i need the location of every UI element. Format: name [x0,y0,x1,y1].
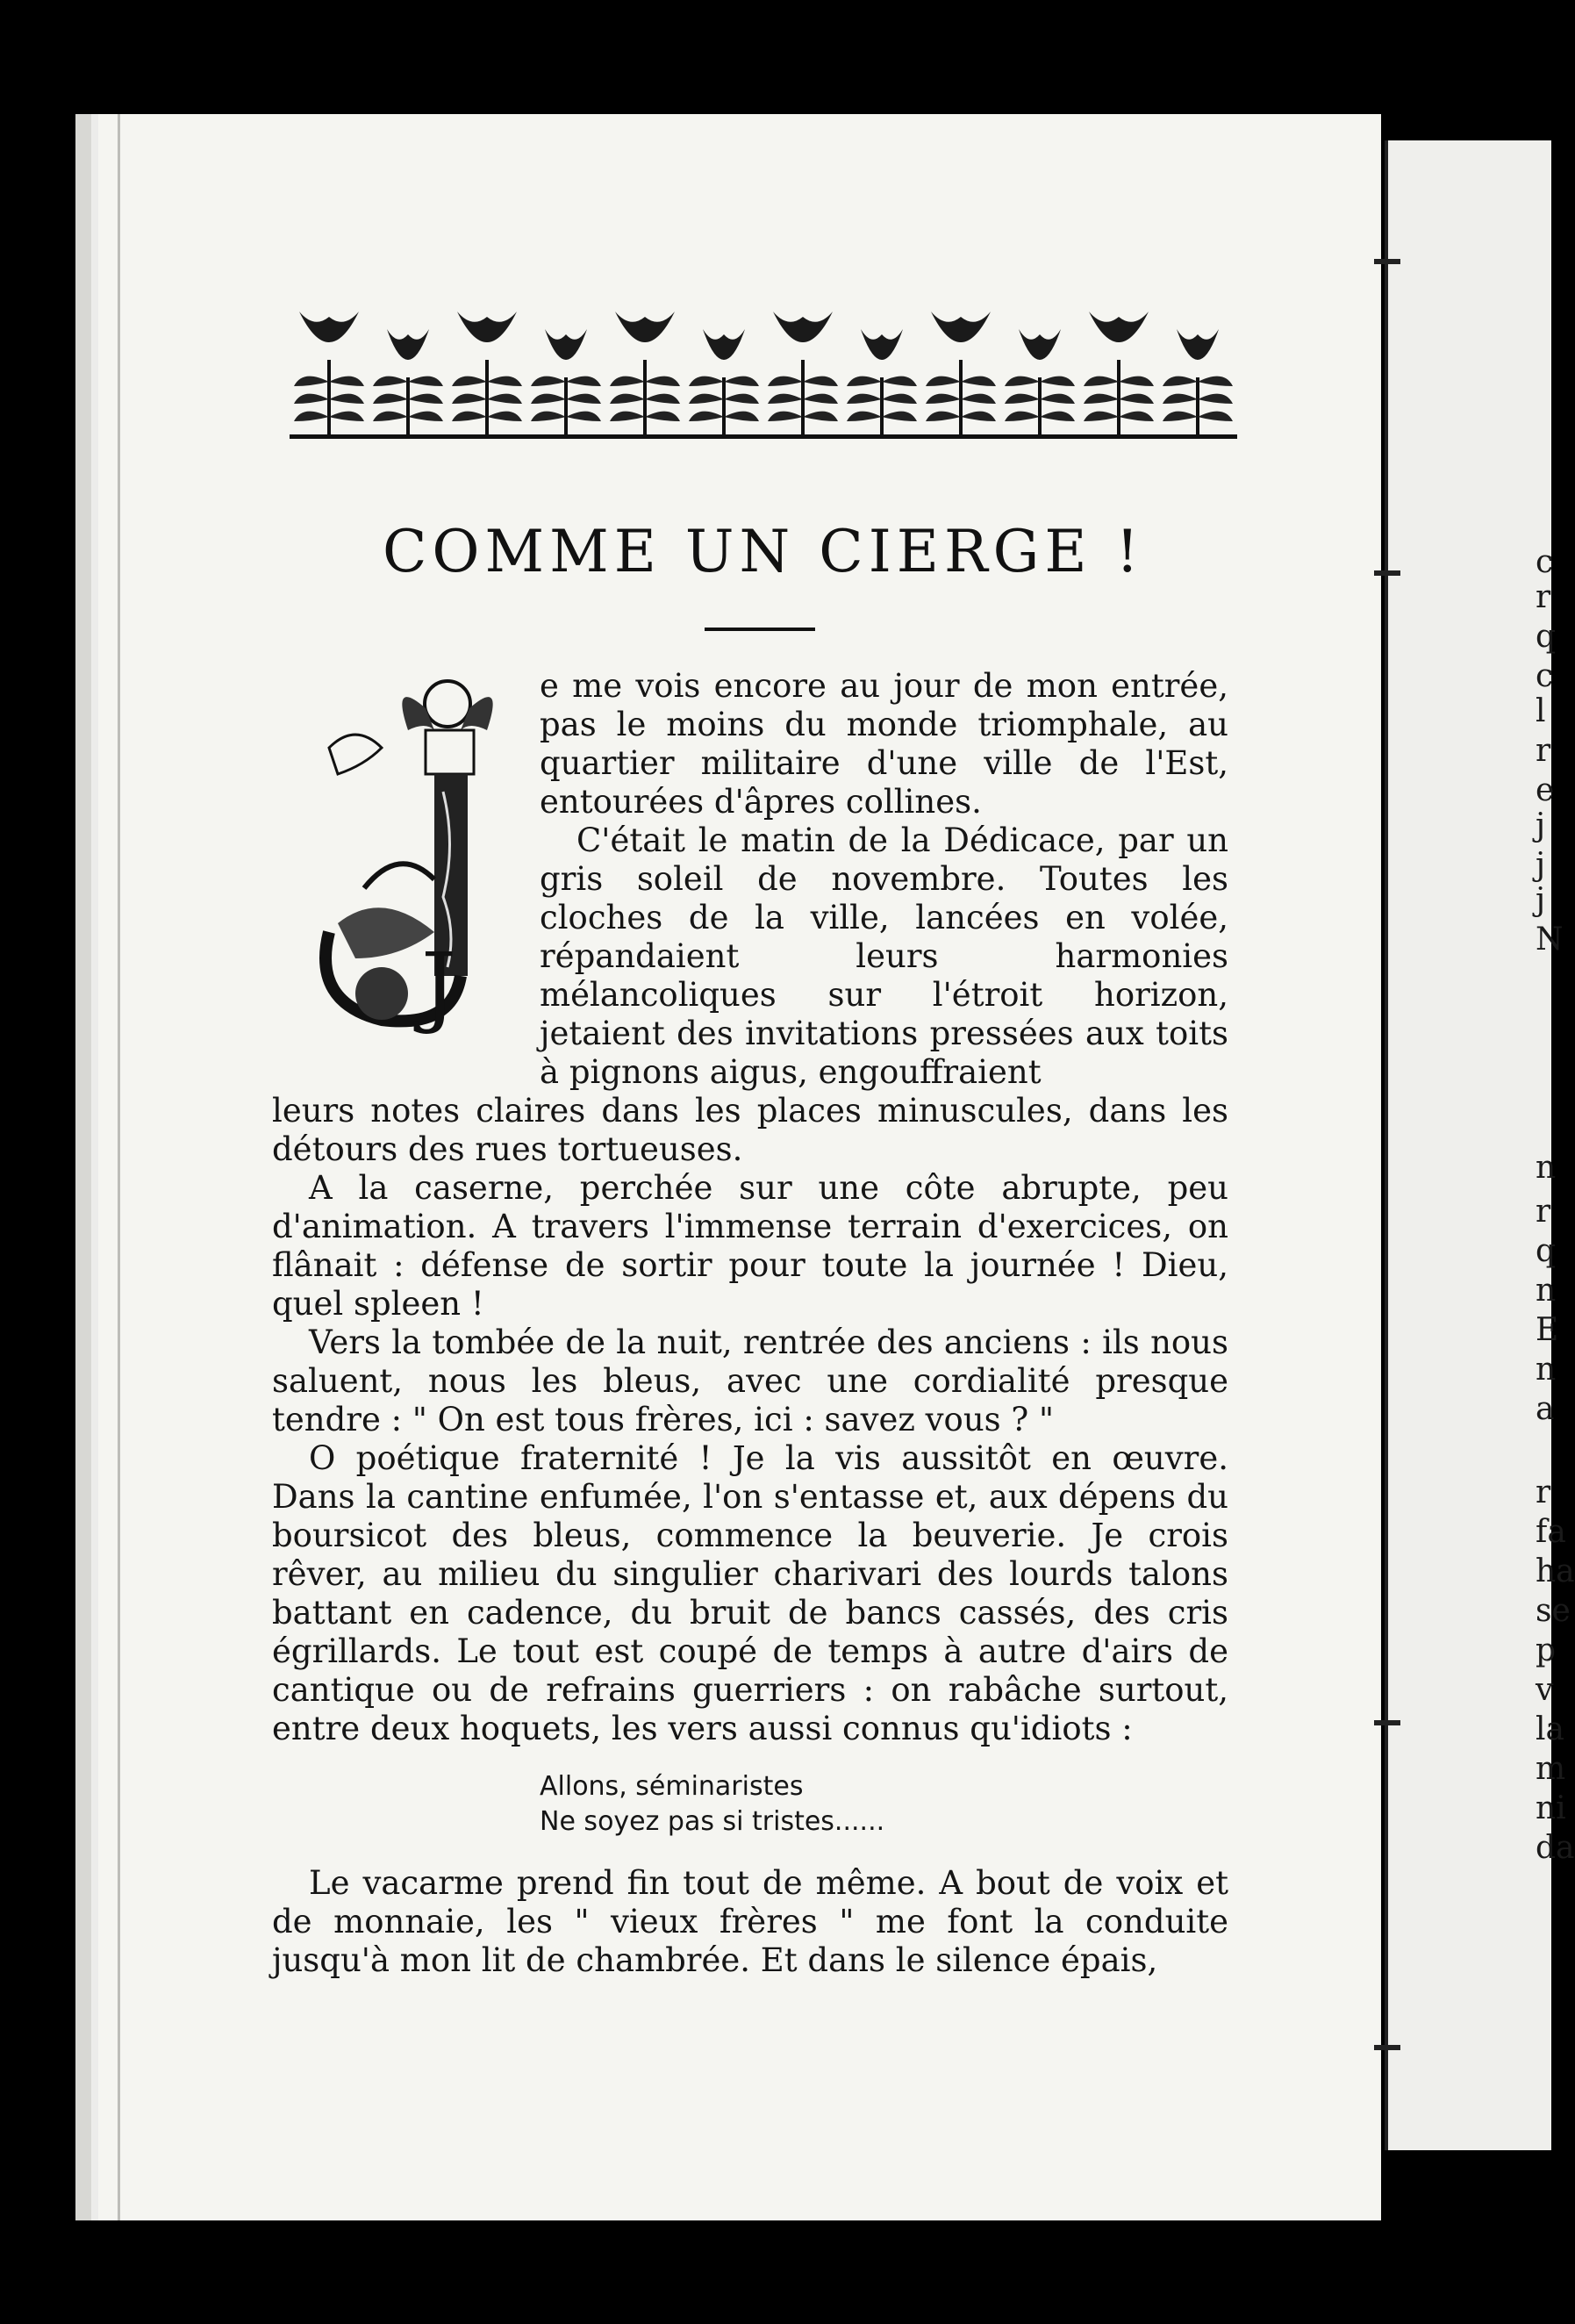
paragraph: O poétique fraternité ! Je la vis aussitôt en œuvre. Dans la cantine enfumée, l'on s'entasse et, aux dépens du boursicot des bleus, commence la beuverie. Je crois rêver, au milieu du singulier charivari des lourds talons battant en cadence, du bruit de bancs cassés, des cris égrillards. Le tout est coupé de temps à autre d'airs de cantique ou de refrains guerriers : on rabâche surtout, entre deux hoquets, les vers aussi connus qu'idiots : [272,1439,1228,1747]
right-page-letter: n [1536,1150,1557,1186]
binding-stitch [1374,570,1400,576]
right-page-letter: da [1536,1830,1575,1866]
right-page-letter: l [1536,693,1546,729]
flower-motif [452,312,522,434]
right-page-letter: n [1536,1273,1557,1309]
body-text [272,667,1228,1980]
verse-line: Ne soyez pas si tristes...... [540,1806,885,1837]
flower-motif [1163,329,1233,434]
flower-motif [373,329,443,434]
right-page-letter: la [1536,1711,1564,1747]
flower-motif [847,329,917,434]
right-page-letter: N [1536,922,1564,958]
paragraph: A la caserne, perchée sur une côte abrupte, peu d'animation. A travers l'immense terrain d'exercices, on flânait : défense de sortir pour toute la journée ! Dieu, quel spleen ! [272,1169,1228,1323]
right-page-letter: ha [1536,1553,1575,1589]
paragraph: Le vacarme prend fin tout de même. A bout de voix et de monnaie, les " vieux frères " me font la conduite jusqu'à mon lit de chambrée. Et dans le silence épais, [272,1864,1228,1979]
right-page-fragment [1386,140,1575,2150]
chapter-title: COMME UN CIERGE ! [382,518,1145,585]
right-page-letter: e [1536,772,1555,808]
book-binding [1385,140,1388,2150]
flower-motif [610,312,680,434]
floral-ornament-band [290,303,1237,452]
right-page-letter: ni [1536,1790,1566,1826]
paragraph: e me vois encore au jour de mon entrée, pas le moins du monde triomphale, au quartier militaire d'une ville de l'Est, entourées d'âpres collines. [540,667,1228,821]
verse-line: Allons, séminaristes [540,1771,804,1802]
right-page-letter: r [1536,579,1551,615]
right-page-letter: a [1536,1391,1555,1427]
right-page-letter: E [1536,1312,1559,1348]
flower-motif [768,312,838,434]
right-page-letter: q [1536,1233,1557,1269]
right-page-letter: j [1536,847,1546,883]
paragraph: Vers la tombée de la nuit, rentrée des anciens : ils nous saluent, nous les bleus, avec une cordialité presque tendre : " On est tous frères, ici : savez vous ? " [272,1323,1228,1438]
paragraph: C'était le matin de la Dédicace, par un gris soleil de novembre. Toutes les cloches de la ville, lancées en volée, répandaient leurs harmonies mélancoliques sur l'étroit horizon, jetaient des invitations pressées aux toits à pignons aigus, engouffraient [540,821,1228,1091]
right-page-letter: c [1536,658,1554,694]
right-page-letter: n [1536,1352,1557,1388]
flower-motif [689,329,759,434]
flower-motif [1084,312,1154,434]
title-rule [705,628,815,631]
flower-motif [531,329,601,434]
initial-letter: J [421,934,457,1036]
flower-motif [1005,329,1075,434]
paragraph-continuation: leurs notes claires dans les places minuscules, dans les détours des rues tortueuses. [272,1092,1228,1168]
flower-motif [294,312,364,434]
right-page-letter: m [1536,1751,1566,1787]
right-page-letter: r [1536,1474,1551,1510]
right-page-letter: se [1536,1593,1571,1629]
right-page-letter: j [1536,807,1546,843]
right-page-letter: r [1536,1194,1551,1230]
right-page-letter: j [1536,882,1546,918]
binding-stitch [1374,259,1400,264]
right-page-letter: c [1536,544,1554,580]
binding-stitch [1374,1720,1400,1725]
right-page-letter: fa [1536,1514,1566,1550]
binding-stitch [1374,2045,1400,2050]
page-edge [118,114,120,2220]
flower-motif [926,312,996,434]
right-page-letter: q [1536,619,1557,655]
verse-quote [540,1769,1228,1840]
right-page-letter: p [1536,1632,1557,1668]
right-page-letter: v [1536,1672,1554,1708]
right-page-letter: r [1536,733,1551,769]
